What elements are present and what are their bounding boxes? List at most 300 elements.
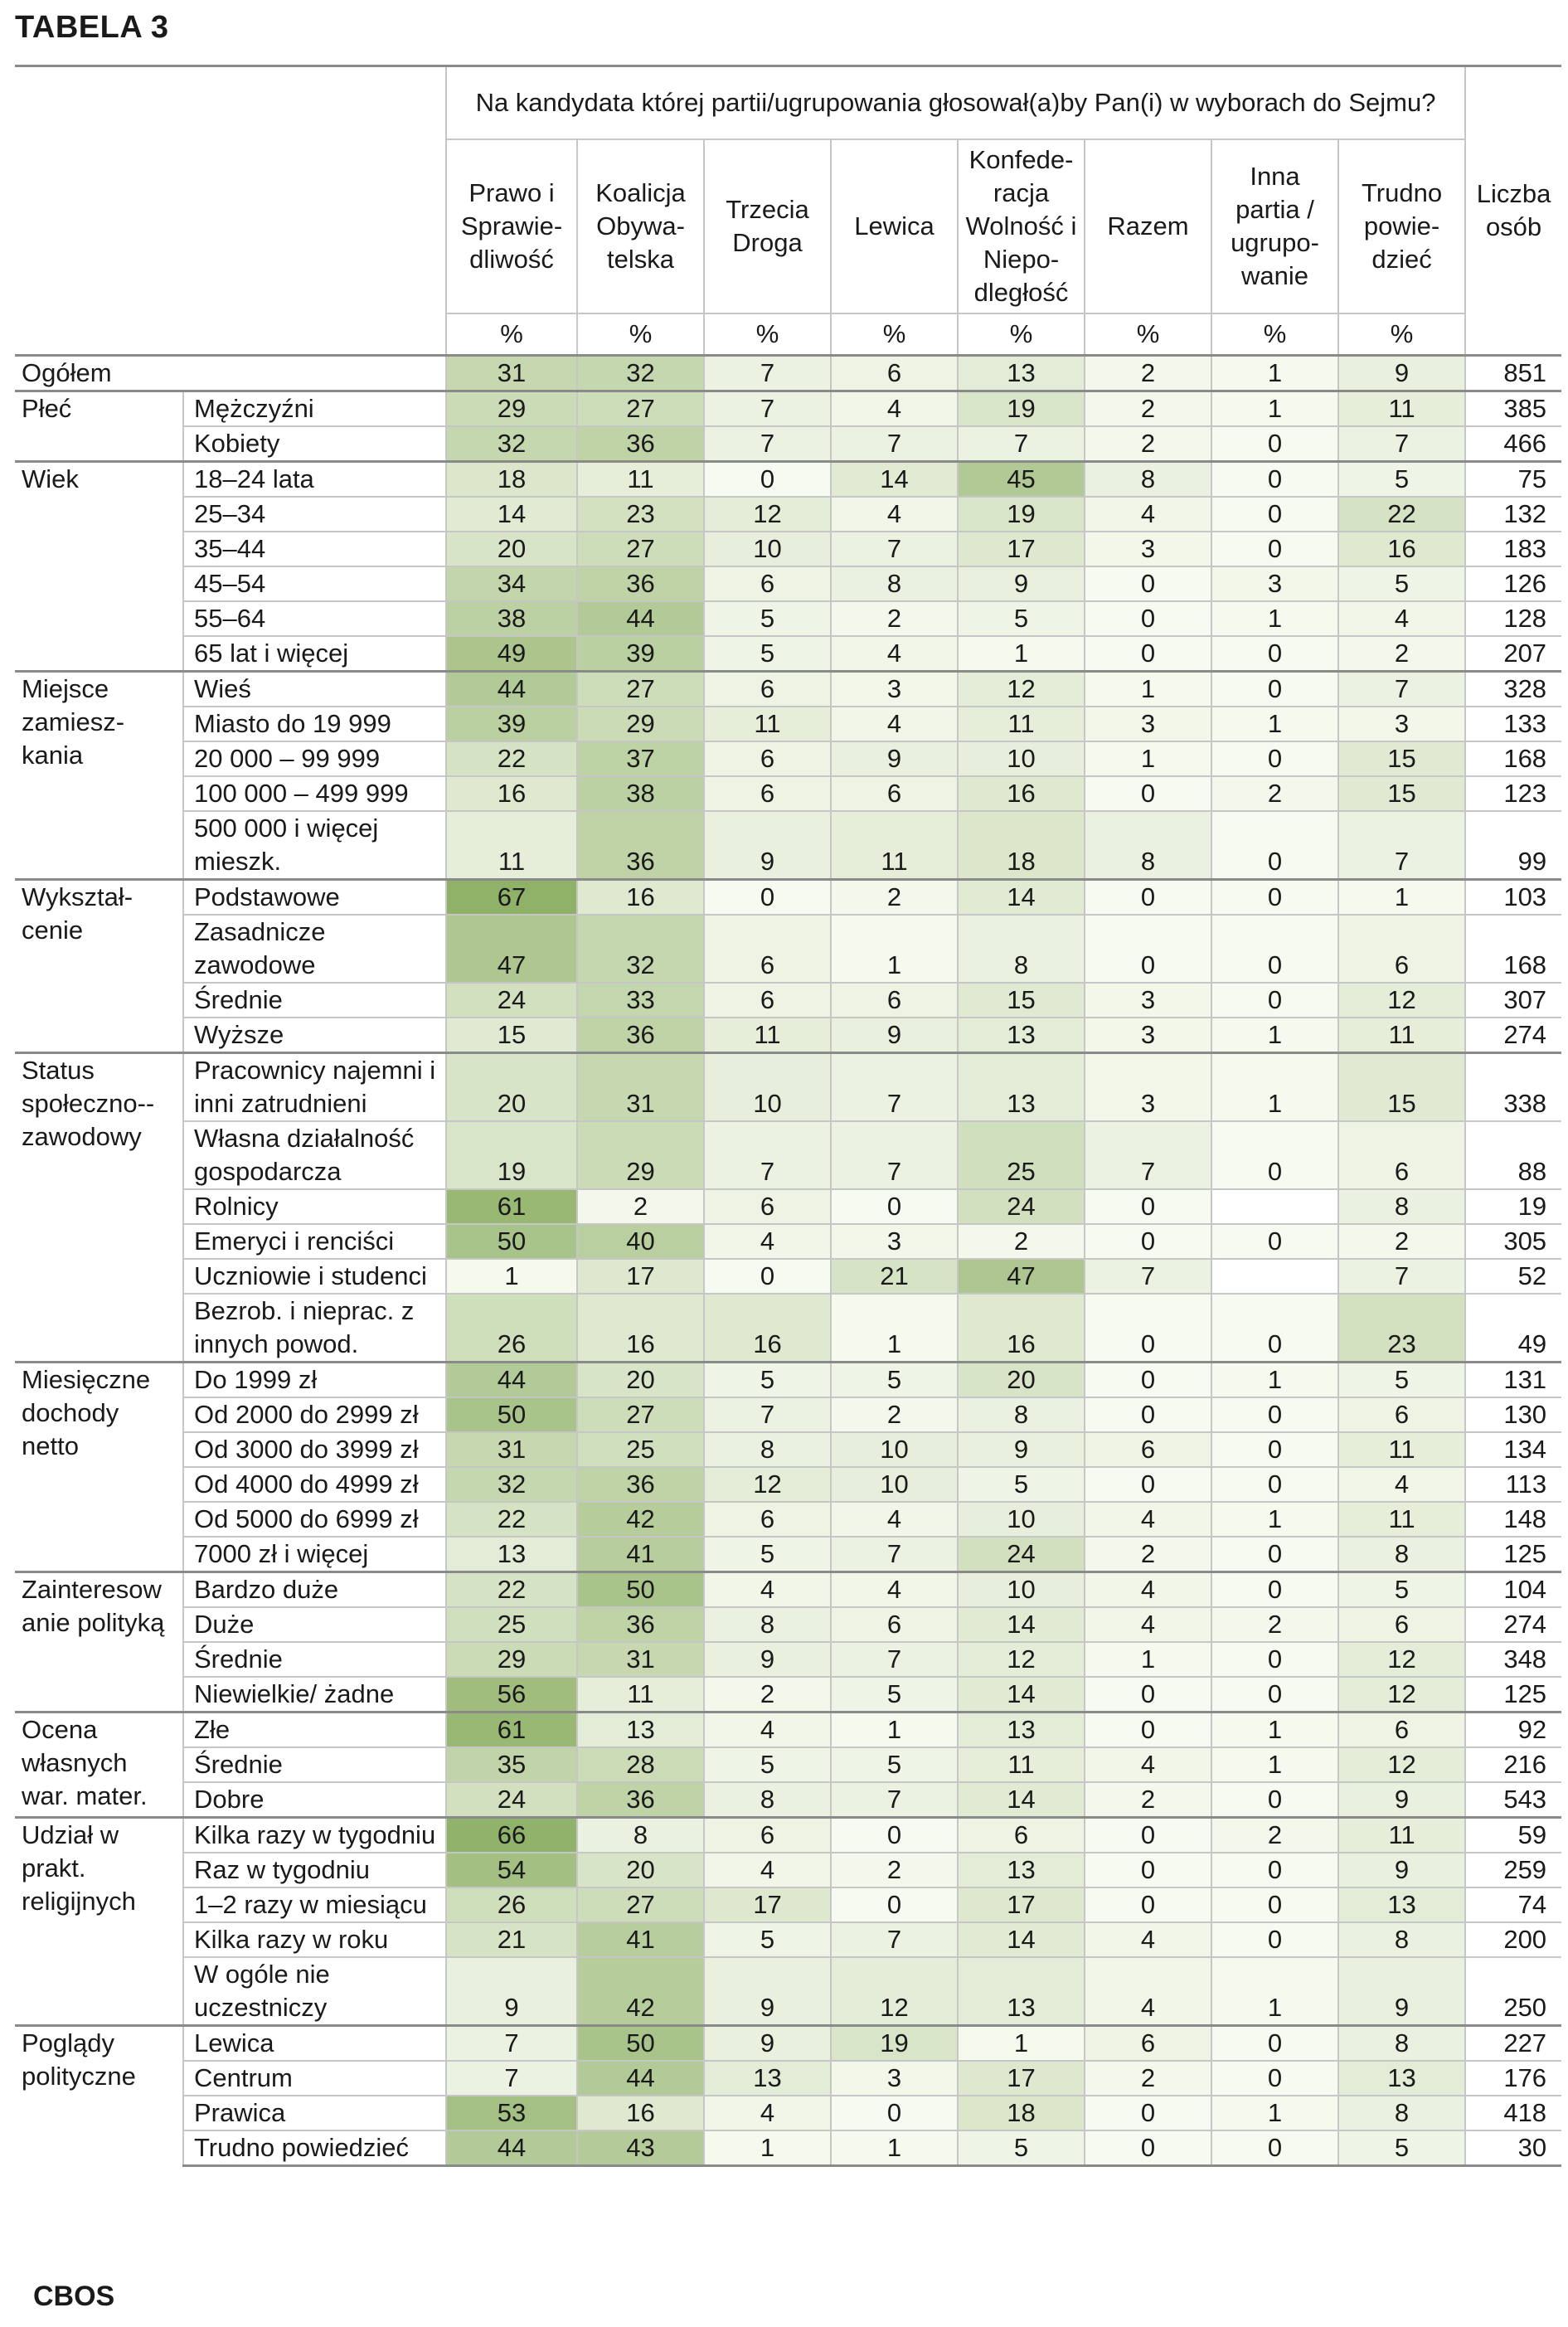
value-cell: 4 bbox=[831, 391, 958, 427]
value-cell: 7 bbox=[1338, 1259, 1465, 1294]
value-cell: 0 bbox=[1211, 1887, 1338, 1922]
row-label: Mężczyźni bbox=[183, 391, 446, 427]
column-header: Razem bbox=[1085, 139, 1211, 313]
value-cell: 0 bbox=[1211, 1922, 1338, 1957]
value-cell: 41 bbox=[577, 1922, 704, 1957]
count-cell: 259 bbox=[1465, 1853, 1561, 1887]
value-cell: 11 bbox=[577, 1677, 704, 1712]
value-cell: 27 bbox=[577, 1397, 704, 1432]
value-cell: 15 bbox=[1338, 741, 1465, 776]
unit-label: % bbox=[1338, 313, 1465, 356]
row-label: Bardzo duże bbox=[183, 1572, 446, 1608]
unit-label: % bbox=[446, 313, 577, 356]
table-row bbox=[15, 1259, 1561, 1294]
value-cell: 22 bbox=[446, 1502, 577, 1537]
row-label: Od 2000 do 2999 zł bbox=[183, 1397, 446, 1432]
value-cell: 16 bbox=[577, 1294, 704, 1363]
value-cell: 6 bbox=[1338, 915, 1465, 983]
value-cell: 50 bbox=[446, 1224, 577, 1259]
value-cell: 25 bbox=[577, 1432, 704, 1467]
value-cell: 4 bbox=[704, 1712, 831, 1748]
count-cell: 274 bbox=[1465, 1607, 1561, 1642]
value-cell: 17 bbox=[704, 1887, 831, 1922]
value-cell: 11 bbox=[704, 1018, 831, 1053]
value-cell: 6 bbox=[704, 672, 831, 707]
value-cell: 3 bbox=[1085, 1053, 1211, 1122]
row-label: Rolnicy bbox=[183, 1189, 446, 1224]
value-cell: 8 bbox=[1338, 1537, 1465, 1572]
value-cell: 5 bbox=[704, 636, 831, 672]
value-cell: 5 bbox=[704, 1922, 831, 1957]
table-row bbox=[15, 1502, 1561, 1537]
value-cell: 1 bbox=[1211, 391, 1338, 427]
value-cell: 1 bbox=[1211, 2096, 1338, 2130]
value-cell: 0 bbox=[831, 1887, 958, 1922]
group-label: Płeć bbox=[15, 391, 183, 462]
value-cell: 5 bbox=[704, 1747, 831, 1782]
table-row bbox=[15, 566, 1561, 601]
value-cell: 0 bbox=[1211, 1432, 1338, 1467]
value-cell: 0 bbox=[1211, 1397, 1338, 1432]
value-cell: 3 bbox=[1085, 532, 1211, 566]
value-cell: 6 bbox=[831, 1607, 958, 1642]
value-cell: 19 bbox=[958, 497, 1085, 532]
value-cell: 1 bbox=[1338, 880, 1465, 916]
value-cell: 14 bbox=[958, 1677, 1085, 1712]
table-row bbox=[15, 497, 1561, 532]
value-cell: 15 bbox=[1338, 776, 1465, 811]
value-cell: 24 bbox=[446, 983, 577, 1018]
value-cell: 13 bbox=[958, 1957, 1085, 2026]
value-cell: 4 bbox=[1085, 497, 1211, 532]
source-label: CBOS bbox=[33, 2281, 115, 2312]
value-cell: 9 bbox=[1338, 1782, 1465, 1818]
value-cell: 10 bbox=[958, 1572, 1085, 1608]
value-cell: 11 bbox=[1338, 1502, 1465, 1537]
value-cell: 18 bbox=[958, 811, 1085, 880]
value-cell: 0 bbox=[1085, 880, 1211, 916]
value-cell: 16 bbox=[704, 1294, 831, 1363]
value-cell: 7 bbox=[704, 426, 831, 462]
value-cell: 38 bbox=[577, 776, 704, 811]
value-cell: 12 bbox=[958, 1642, 1085, 1677]
value-cell: 1 bbox=[958, 2026, 1085, 2062]
row-label: Zasadnicze zawodowe bbox=[183, 915, 446, 983]
table-row bbox=[15, 1818, 1561, 1853]
value-cell: 16 bbox=[958, 776, 1085, 811]
value-cell: 2 bbox=[831, 880, 958, 916]
table-row bbox=[15, 1642, 1561, 1677]
value-cell: 6 bbox=[1338, 1712, 1465, 1748]
group-label: Ocena własnych war. mater. bbox=[15, 1712, 183, 1818]
value-cell: 8 bbox=[1085, 462, 1211, 498]
value-cell: 2 bbox=[1338, 1224, 1465, 1259]
count-cell: 168 bbox=[1465, 915, 1561, 983]
row-label: Do 1999 zł bbox=[183, 1363, 446, 1398]
column-header: Inna partia / ugrupo-wanie bbox=[1211, 139, 1338, 313]
value-cell: 37 bbox=[577, 741, 704, 776]
value-cell: 9 bbox=[446, 1957, 577, 2026]
value-cell: 7 bbox=[1338, 672, 1465, 707]
header-corner bbox=[15, 66, 446, 356]
table-row bbox=[15, 915, 1561, 983]
value-cell: 0 bbox=[1085, 1887, 1211, 1922]
value-cell: 13 bbox=[446, 1537, 577, 1572]
value-cell: 61 bbox=[446, 1712, 577, 1748]
unit-label: % bbox=[831, 313, 958, 356]
value-cell: 13 bbox=[958, 1712, 1085, 1748]
value-cell: 19 bbox=[958, 391, 1085, 427]
value-cell: 3 bbox=[831, 2061, 958, 2096]
count-cell: 49 bbox=[1465, 1294, 1561, 1363]
value-cell: 14 bbox=[958, 1782, 1085, 1818]
row-label: Wyższe bbox=[183, 1018, 446, 1053]
value-cell: 36 bbox=[577, 1607, 704, 1642]
value-cell: 9 bbox=[1338, 1853, 1465, 1887]
value-cell: 0 bbox=[1085, 1363, 1211, 1398]
value-cell: 5 bbox=[958, 601, 1085, 636]
count-cell: 126 bbox=[1465, 566, 1561, 601]
value-cell: 3 bbox=[1085, 983, 1211, 1018]
value-cell: 4 bbox=[831, 1572, 958, 1608]
row-label: Od 3000 do 3999 zł bbox=[183, 1432, 446, 1467]
row-label: Od 5000 do 6999 zł bbox=[183, 1502, 446, 1537]
value-cell: 50 bbox=[446, 1397, 577, 1432]
table-row bbox=[15, 532, 1561, 566]
value-cell: 0 bbox=[1085, 1467, 1211, 1502]
value-cell: 44 bbox=[446, 1363, 577, 1398]
value-cell: 8 bbox=[704, 1607, 831, 1642]
value-cell: 13 bbox=[958, 1853, 1085, 1887]
table-row bbox=[15, 2026, 1561, 2062]
value-cell: 0 bbox=[704, 880, 831, 916]
group-label: Wykształ-cenie bbox=[15, 880, 183, 1053]
column-header: Trudno powie-dzieć bbox=[1338, 139, 1465, 313]
value-cell: 9 bbox=[704, 1957, 831, 2026]
count-cell: 130 bbox=[1465, 1397, 1561, 1432]
table-row bbox=[15, 1537, 1561, 1572]
count-cell: 59 bbox=[1465, 1818, 1561, 1853]
value-cell: 0 bbox=[1085, 776, 1211, 811]
value-cell: 10 bbox=[831, 1467, 958, 1502]
value-cell: 20 bbox=[958, 1363, 1085, 1398]
value-cell: 4 bbox=[704, 1572, 831, 1608]
value-cell: 7 bbox=[831, 1121, 958, 1189]
row-label: 20 000 – 99 999 bbox=[183, 741, 446, 776]
row-label: Własna działalność gospodarcza bbox=[183, 1121, 446, 1189]
value-cell: 29 bbox=[577, 1121, 704, 1189]
value-cell: 6 bbox=[1338, 1397, 1465, 1432]
value-cell: 44 bbox=[577, 2061, 704, 2096]
value-cell: 1 bbox=[1211, 1018, 1338, 1053]
value-cell: 27 bbox=[577, 672, 704, 707]
value-cell: 4 bbox=[1085, 1957, 1211, 2026]
table-row bbox=[15, 1224, 1561, 1259]
value-cell: 8 bbox=[958, 1397, 1085, 1432]
value-cell: 11 bbox=[958, 707, 1085, 741]
value-cell: 20 bbox=[446, 1053, 577, 1122]
value-cell: 29 bbox=[446, 1642, 577, 1677]
count-cell: 125 bbox=[1465, 1677, 1561, 1712]
count-cell: 466 bbox=[1465, 426, 1561, 462]
unit-label: % bbox=[1211, 313, 1338, 356]
count-cell: 30 bbox=[1465, 2130, 1561, 2166]
table-row bbox=[15, 1712, 1561, 1748]
value-cell: 4 bbox=[1085, 1572, 1211, 1608]
count-cell: 328 bbox=[1465, 672, 1561, 707]
value-cell: 17 bbox=[958, 532, 1085, 566]
value-cell: 20 bbox=[446, 532, 577, 566]
value-cell: 33 bbox=[577, 983, 704, 1018]
value-cell: 24 bbox=[446, 1782, 577, 1818]
value-cell: 0 bbox=[1085, 1397, 1211, 1432]
value-cell: 49 bbox=[446, 636, 577, 672]
value-cell: 7 bbox=[831, 532, 958, 566]
value-cell: 16 bbox=[577, 880, 704, 916]
value-cell: 5 bbox=[1338, 1572, 1465, 1608]
value-cell: 8 bbox=[1338, 2026, 1465, 2062]
row-label: Kilka razy w roku bbox=[183, 1922, 446, 1957]
row-label: Niewielkie/ żadne bbox=[183, 1677, 446, 1712]
value-cell: 28 bbox=[577, 1747, 704, 1782]
value-cell: 0 bbox=[1085, 1189, 1211, 1224]
value-cell: 5 bbox=[704, 601, 831, 636]
value-cell: 2 bbox=[1085, 1782, 1211, 1818]
value-cell: 7 bbox=[704, 356, 831, 391]
row-label: Miasto do 19 999 bbox=[183, 707, 446, 741]
value-cell: 0 bbox=[1211, 462, 1338, 498]
table-row bbox=[15, 1747, 1561, 1782]
column-header: Koalicja Obywa-telska bbox=[577, 139, 704, 313]
table-row bbox=[15, 426, 1561, 462]
value-cell: 7 bbox=[1085, 1259, 1211, 1294]
row-label: Dobre bbox=[183, 1782, 446, 1818]
value-cell: 42 bbox=[577, 1957, 704, 2026]
table-row bbox=[15, 1121, 1561, 1189]
value-cell: 11 bbox=[1338, 1018, 1465, 1053]
value-cell: 32 bbox=[577, 915, 704, 983]
value-cell: 0 bbox=[1211, 636, 1338, 672]
value-cell: 36 bbox=[577, 811, 704, 880]
value-cell: 0 bbox=[1085, 915, 1211, 983]
count-cell: 123 bbox=[1465, 776, 1561, 811]
value-cell: 9 bbox=[704, 811, 831, 880]
table-row bbox=[15, 1853, 1561, 1887]
value-cell: 14 bbox=[446, 497, 577, 532]
value-cell: 1 bbox=[831, 1294, 958, 1363]
value-cell: 9 bbox=[1338, 356, 1465, 391]
value-cell: 0 bbox=[831, 1818, 958, 1853]
value-cell: 53 bbox=[446, 2096, 577, 2130]
value-cell: 0 bbox=[1085, 2130, 1211, 2166]
value-cell: 12 bbox=[1338, 1677, 1465, 1712]
value-cell: 0 bbox=[1211, 2130, 1338, 2166]
value-cell: 6 bbox=[704, 1818, 831, 1853]
value-cell: 6 bbox=[704, 741, 831, 776]
value-cell: 0 bbox=[1085, 1294, 1211, 1363]
value-cell: 8 bbox=[1338, 2096, 1465, 2130]
value-cell: 27 bbox=[577, 391, 704, 427]
count-cell: 134 bbox=[1465, 1432, 1561, 1467]
value-cell: 11 bbox=[1338, 1818, 1465, 1853]
value-cell: 0 bbox=[1211, 1224, 1338, 1259]
unit-label: % bbox=[958, 313, 1085, 356]
count-cell: 99 bbox=[1465, 811, 1561, 880]
value-cell: 6 bbox=[704, 915, 831, 983]
value-cell: 29 bbox=[577, 707, 704, 741]
value-cell: 10 bbox=[831, 1432, 958, 1467]
value-cell: 6 bbox=[704, 776, 831, 811]
value-cell: 0 bbox=[1085, 1853, 1211, 1887]
value-cell: 0 bbox=[704, 462, 831, 498]
value-cell: 8 bbox=[958, 915, 1085, 983]
row-label: Podstawowe bbox=[183, 880, 446, 916]
value-cell: 56 bbox=[446, 1677, 577, 1712]
table-row bbox=[15, 811, 1561, 880]
value-cell: 17 bbox=[577, 1259, 704, 1294]
value-cell: 54 bbox=[446, 1853, 577, 1887]
value-cell: 6 bbox=[831, 356, 958, 391]
value-cell: 17 bbox=[958, 2061, 1085, 2096]
value-cell: 9 bbox=[704, 1642, 831, 1677]
value-cell bbox=[1211, 1189, 1338, 1224]
value-cell: 9 bbox=[1338, 1957, 1465, 2026]
row-label: 7000 zł i więcej bbox=[183, 1537, 446, 1572]
value-cell: 0 bbox=[1211, 741, 1338, 776]
count-cell: 305 bbox=[1465, 1224, 1561, 1259]
value-cell: 36 bbox=[577, 566, 704, 601]
value-cell: 0 bbox=[1211, 915, 1338, 983]
value-cell: 67 bbox=[446, 880, 577, 916]
row-label: Złe bbox=[183, 1712, 446, 1748]
value-cell: 7 bbox=[831, 1053, 958, 1122]
column-header: Trzecia Droga bbox=[704, 139, 831, 313]
value-cell: 61 bbox=[446, 1189, 577, 1224]
value-cell: 8 bbox=[577, 1818, 704, 1853]
count-cell: 103 bbox=[1465, 880, 1561, 916]
value-cell: 0 bbox=[1211, 497, 1338, 532]
value-cell: 15 bbox=[1338, 1053, 1465, 1122]
value-cell: 6 bbox=[704, 1502, 831, 1537]
value-cell: 5 bbox=[958, 1467, 1085, 1502]
value-cell: 35 bbox=[446, 1747, 577, 1782]
value-cell: 47 bbox=[958, 1259, 1085, 1294]
value-cell: 4 bbox=[831, 1502, 958, 1537]
row-label: 45–54 bbox=[183, 566, 446, 601]
value-cell: 0 bbox=[1085, 636, 1211, 672]
value-cell: 9 bbox=[704, 2026, 831, 2062]
table-row bbox=[15, 707, 1561, 741]
value-cell: 10 bbox=[958, 741, 1085, 776]
column-header: Lewica bbox=[831, 139, 958, 313]
count-cell: 88 bbox=[1465, 1121, 1561, 1189]
value-cell: 0 bbox=[1211, 2026, 1338, 2062]
value-cell: 41 bbox=[577, 1537, 704, 1572]
value-cell: 2 bbox=[704, 1677, 831, 1712]
value-cell: 39 bbox=[577, 636, 704, 672]
count-cell: 274 bbox=[1465, 1018, 1561, 1053]
value-cell: 15 bbox=[958, 983, 1085, 1018]
count-cell: 338 bbox=[1465, 1053, 1561, 1122]
value-cell: 5 bbox=[1338, 2130, 1465, 2166]
value-cell: 0 bbox=[1211, 1782, 1338, 1818]
value-cell: 29 bbox=[446, 391, 577, 427]
value-cell: 38 bbox=[446, 601, 577, 636]
value-cell: 3 bbox=[1338, 707, 1465, 741]
value-cell: 44 bbox=[577, 601, 704, 636]
count-cell: 250 bbox=[1465, 1957, 1561, 2026]
value-cell: 20 bbox=[577, 1363, 704, 1398]
value-cell: 2 bbox=[831, 1853, 958, 1887]
value-cell: 1 bbox=[1211, 601, 1338, 636]
value-cell: 0 bbox=[1211, 1537, 1338, 1572]
value-cell: 7 bbox=[446, 2061, 577, 2096]
value-cell: 17 bbox=[958, 1887, 1085, 1922]
value-cell: 5 bbox=[1338, 566, 1465, 601]
value-cell: 44 bbox=[446, 672, 577, 707]
value-cell: 0 bbox=[1211, 672, 1338, 707]
value-cell: 0 bbox=[704, 1259, 831, 1294]
count-cell: 418 bbox=[1465, 2096, 1561, 2130]
value-cell: 6 bbox=[958, 1818, 1085, 1853]
value-cell: 1 bbox=[1085, 741, 1211, 776]
table-row bbox=[15, 1018, 1561, 1053]
table-row bbox=[15, 1782, 1561, 1818]
value-cell: 31 bbox=[577, 1642, 704, 1677]
value-cell: 7 bbox=[831, 1537, 958, 1572]
group-label: Miesięczne dochody netto bbox=[15, 1363, 183, 1572]
value-cell: 1 bbox=[831, 1712, 958, 1748]
value-cell: 11 bbox=[446, 811, 577, 880]
value-cell: 3 bbox=[1211, 566, 1338, 601]
value-cell: 1 bbox=[1211, 1957, 1338, 2026]
value-cell: 5 bbox=[704, 1537, 831, 1572]
value-cell: 4 bbox=[704, 1224, 831, 1259]
count-cell: 75 bbox=[1465, 462, 1561, 498]
row-label: 55–64 bbox=[183, 601, 446, 636]
value-cell: 6 bbox=[1338, 1607, 1465, 1642]
value-cell: 8 bbox=[1085, 811, 1211, 880]
count-cell: 348 bbox=[1465, 1642, 1561, 1677]
value-cell: 11 bbox=[1338, 1432, 1465, 1467]
group-label: Poglądy polityczne bbox=[15, 2026, 183, 2166]
value-cell: 2 bbox=[1085, 2061, 1211, 2096]
table-row bbox=[15, 1432, 1561, 1467]
table-header bbox=[15, 66, 1561, 356]
value-cell: 14 bbox=[958, 880, 1085, 916]
value-cell: 4 bbox=[1085, 1607, 1211, 1642]
row-label: 1–2 razy w miesiącu bbox=[183, 1887, 446, 1922]
value-cell: 36 bbox=[577, 1467, 704, 1502]
value-cell: 11 bbox=[577, 462, 704, 498]
value-cell: 40 bbox=[577, 1224, 704, 1259]
value-cell: 1 bbox=[1211, 1712, 1338, 1748]
value-cell: 2 bbox=[577, 1189, 704, 1224]
value-cell: 7 bbox=[831, 426, 958, 462]
value-cell: 13 bbox=[958, 1053, 1085, 1122]
value-cell: 3 bbox=[1085, 707, 1211, 741]
table-row bbox=[15, 1607, 1561, 1642]
value-cell: 12 bbox=[958, 672, 1085, 707]
unit-label: % bbox=[1085, 313, 1211, 356]
value-cell: 12 bbox=[831, 1957, 958, 2026]
value-cell: 2 bbox=[1085, 391, 1211, 427]
value-cell: 0 bbox=[1211, 1572, 1338, 1608]
results-table bbox=[15, 65, 1561, 2167]
row-label: 18–24 lata bbox=[183, 462, 446, 498]
value-cell: 0 bbox=[831, 2096, 958, 2130]
value-cell: 21 bbox=[831, 1259, 958, 1294]
